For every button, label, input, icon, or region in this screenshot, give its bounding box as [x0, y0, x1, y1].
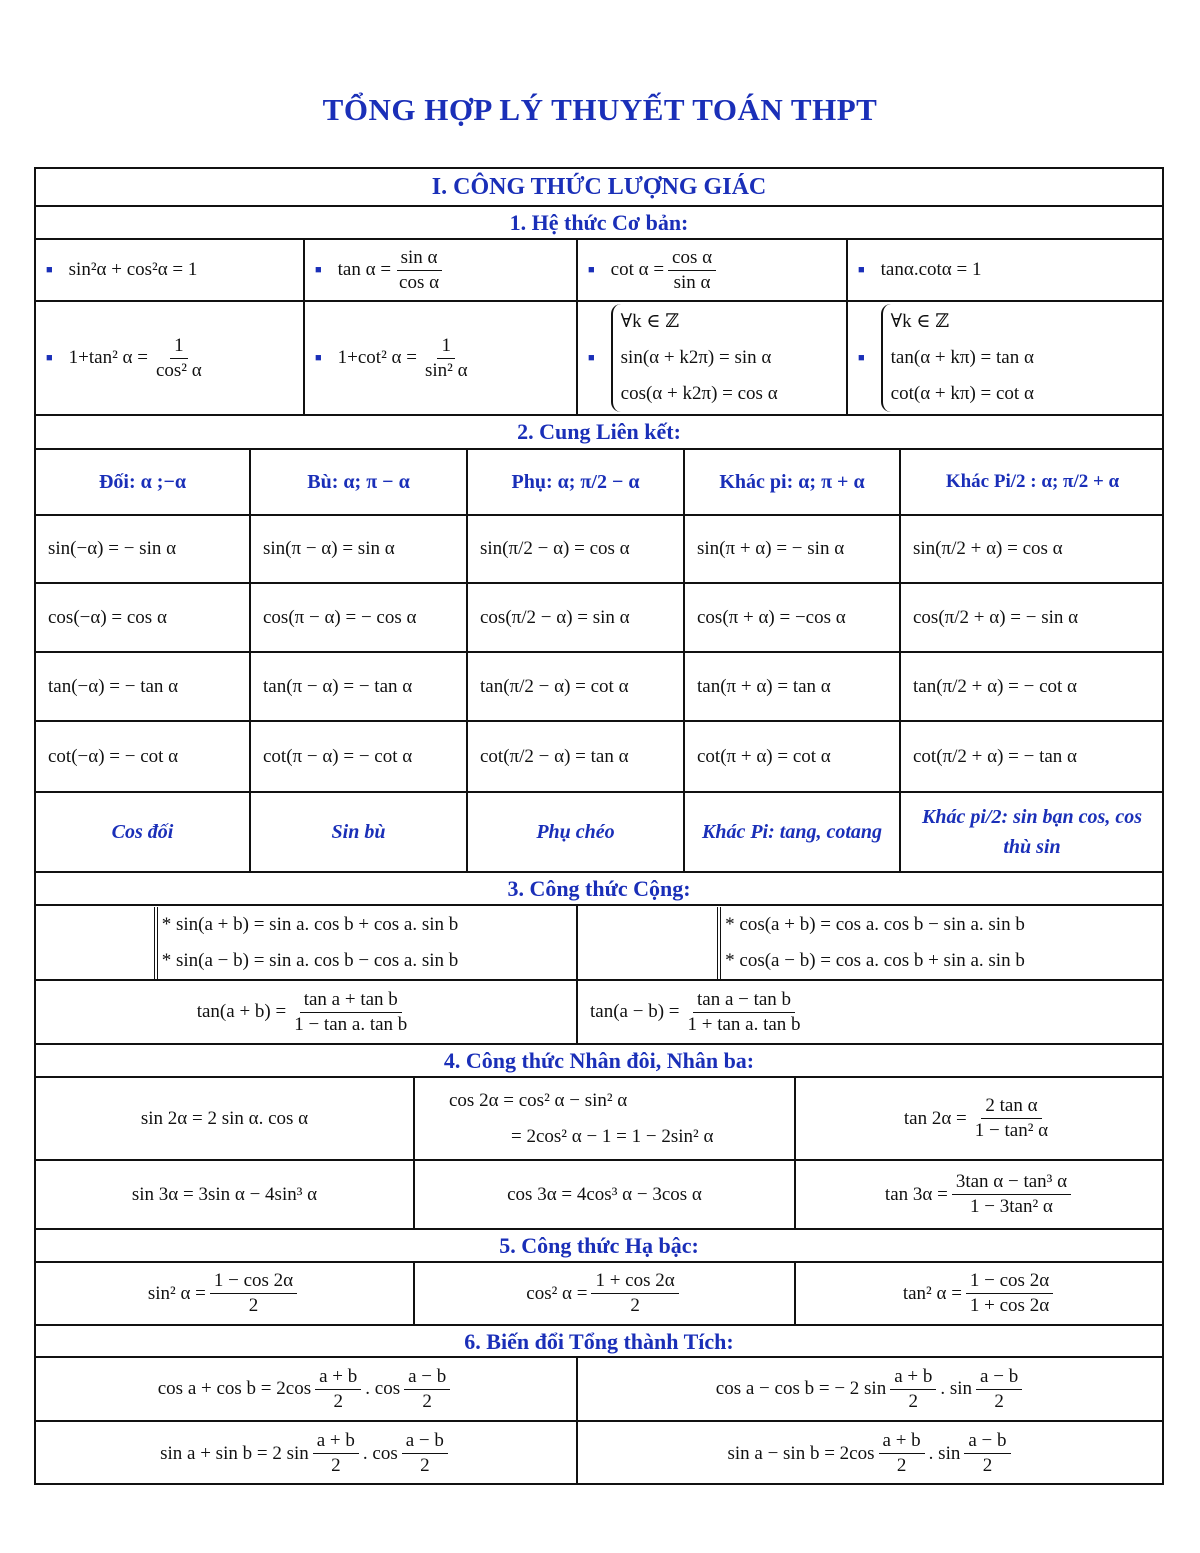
denominator: 2	[331, 1455, 341, 1476]
formula-cell: cot(π + α) = cot α	[697, 745, 831, 767]
formula-cell	[796, 1161, 1164, 1228]
formula: tan(a + b) =	[196, 1001, 287, 1022]
divider	[34, 1324, 1164, 1326]
numerator: a − b	[402, 1430, 448, 1454]
denominator: 2	[982, 1455, 993, 1476]
mnemonic-rule: Cos đối	[111, 821, 174, 843]
formula-cell: tan(−α) = − tan α	[48, 675, 179, 697]
numerator: 1 − cos 2α	[966, 1270, 1053, 1294]
divider	[34, 205, 1164, 207]
formula-cell: tan(π + α) = tan α	[697, 675, 831, 697]
formula-cell	[578, 1358, 1164, 1420]
denominator: 2	[896, 1455, 907, 1476]
formula: sin²α + cos²α = 1	[68, 259, 198, 280]
denominator: sin² α	[424, 359, 468, 381]
divider	[34, 1043, 1164, 1045]
denominator: 1 + tan a. tan b	[687, 1013, 801, 1035]
formula-group	[717, 907, 1025, 979]
formula: 1+cot² α =	[337, 347, 417, 368]
fraction	[976, 1366, 1022, 1413]
bullet-icon: ■	[315, 264, 322, 276]
fraction	[971, 1095, 1052, 1142]
formula-cell: sin 2α = 2 sin α. cos α	[140, 1107, 309, 1129]
fraction	[952, 1171, 1071, 1218]
formula-cell	[315, 240, 575, 300]
column-header: Bù: α; π − α	[307, 470, 410, 493]
denominator: sin α	[673, 271, 711, 293]
formula-cell	[315, 302, 575, 414]
formula: . sin	[940, 1378, 973, 1399]
formula-cell: tan(π/2 − α) = cot α	[480, 675, 629, 697]
formula: ∀k ∈ ℤ	[620, 311, 680, 332]
fraction	[404, 1366, 450, 1413]
formula-cell: cot(π − α) = − cot α	[263, 745, 413, 767]
formula-cell	[415, 1263, 794, 1324]
numerator: 3tan α − tan³ α	[952, 1171, 1071, 1195]
fraction	[402, 1430, 448, 1477]
formula: tanα.cotα = 1	[880, 259, 982, 280]
formula-cell	[36, 1263, 413, 1324]
numerator: cos α	[668, 247, 716, 271]
section-heading: I. CÔNG THỨC LƯỢNG GIÁC	[431, 174, 767, 200]
divider	[34, 1228, 1164, 1230]
fraction	[890, 1366, 936, 1413]
denominator: cos α	[399, 271, 440, 293]
divider	[34, 414, 1164, 416]
formula: sin a − sin b = 2cos	[727, 1442, 875, 1464]
formula: tan 2α =	[903, 1107, 967, 1129]
divider	[846, 238, 848, 414]
denominator: 2	[248, 1295, 259, 1316]
fraction	[313, 1430, 359, 1477]
formula-cell	[796, 1263, 1164, 1324]
fraction	[210, 1270, 297, 1317]
formula: . sin	[928, 1442, 961, 1464]
formula: tan(α + kπ) = tan α	[890, 347, 1034, 368]
denominator: 1 − tan² α	[974, 1120, 1049, 1141]
formula: ∀k ∈ ℤ	[890, 311, 950, 332]
fraction	[964, 1430, 1010, 1477]
formula: * sin(a − b) = sin a. cos b − cos a. sin b	[161, 949, 459, 971]
bullet-icon: ■	[315, 352, 322, 364]
numerator: a + b	[890, 1366, 936, 1390]
formula-cell: sin(π + α) = − sin α	[697, 538, 845, 559]
formula-cell: sin 3α = 3sin α − 4sin³ α	[131, 1183, 318, 1205]
fraction	[421, 335, 472, 382]
formula: cos a + cos b = 2cos	[157, 1378, 312, 1399]
mnemonic-rule: Khác Pi: tang, cotang	[701, 821, 882, 843]
mnemonic-rule: Phụ chéo	[536, 821, 615, 843]
formula-cell: tan(π/2 + α) = − cot α	[913, 675, 1078, 697]
denominator: 2	[994, 1390, 1004, 1412]
numerator: 1 − cos 2α	[210, 1270, 297, 1294]
formula-cell: sin(π/2 + α) = cos α	[913, 538, 1063, 559]
denominator: cos² α	[155, 359, 202, 381]
subsection-heading: 6. Biến đổi Tổng thành Tích:	[464, 1329, 734, 1354]
numerator: a − b	[404, 1366, 450, 1390]
formula-cell: sin(−α) = − sin α	[48, 538, 177, 559]
subsection-heading: 2. Cung Liên kết:	[517, 419, 681, 444]
fraction	[668, 247, 716, 294]
formula: cot(α + kπ) = cot α	[890, 383, 1034, 404]
formula-cell	[36, 1358, 576, 1420]
fraction	[879, 1430, 925, 1477]
mnemonic-rule: Sin bù	[331, 821, 386, 843]
formula: sin² α =	[147, 1282, 206, 1304]
denominator: 2	[630, 1295, 640, 1316]
fraction	[152, 335, 206, 382]
subsection-heading: 3. Công thức Cộng:	[507, 876, 691, 901]
formula: . cos	[362, 1442, 398, 1464]
formula: cos² α =	[526, 1282, 588, 1304]
formula-cell: cos(π + α) = −cos α	[697, 606, 846, 628]
column-header: Khác pi: α; π + α	[719, 470, 865, 493]
formula-cell	[415, 1078, 794, 1159]
formula-cell	[578, 906, 1164, 979]
subsection-heading: 1. Hệ thức Cơ bản:	[509, 210, 689, 235]
formula-cell: cos(−α) = cos α	[48, 606, 167, 628]
divider	[576, 238, 578, 414]
formula-cell: cos(π/2 − α) = sin α	[480, 606, 630, 628]
equation-system	[881, 304, 1034, 412]
formula: = 2cos² α − 1 = 1 − 2sin² α	[511, 1125, 714, 1147]
formula-cell: sin(π/2 − α) = cos α	[480, 538, 630, 559]
column-header: Phụ: α; π/2 − α	[511, 470, 640, 493]
bullet-icon: ■	[46, 352, 53, 364]
numerator: a + b	[315, 1366, 361, 1390]
bullet-icon: ■	[588, 264, 595, 276]
formula: sin a + sin b = 2 sin	[160, 1442, 309, 1464]
numerator: 1 + cos 2α	[591, 1270, 678, 1294]
formula-cell	[858, 240, 1158, 300]
formula-cell: cot(−α) = − cot α	[48, 745, 179, 767]
fraction	[395, 247, 443, 294]
denominator: 2	[420, 1455, 430, 1476]
numerator: tan a + tan b	[300, 989, 402, 1013]
denominator: 1 + cos 2α	[969, 1295, 1050, 1316]
formula-cell: sin(π − α) = sin α	[263, 538, 395, 559]
formula: cos 2α = cos² α − sin² α	[449, 1089, 628, 1111]
numerator: a + b	[313, 1430, 359, 1454]
formula: cos(α + k2π) = cos α	[620, 383, 778, 404]
fraction	[315, 1366, 361, 1413]
numerator: a + b	[879, 1430, 925, 1454]
numerator: sin α	[397, 247, 442, 271]
formula: * cos(a + b) = cos a. cos b − sin a. sin b	[725, 913, 1025, 935]
numerator: tan a − tan b	[693, 989, 795, 1013]
numerator: 1	[170, 335, 188, 359]
denominator: 2	[908, 1390, 919, 1412]
mnemonic-rule: Khác pi/2: sin bạn cos, cos thù sin	[921, 806, 1143, 858]
formula-cell	[36, 906, 576, 979]
formula-cell	[858, 302, 1158, 414]
formula-cell	[588, 302, 844, 414]
denominator: 1 − 3tan² α	[970, 1196, 1053, 1217]
page-title: TỔNG HỢP LÝ THUYẾT TOÁN THPT	[322, 92, 878, 127]
formula-cell	[590, 981, 1160, 1043]
formula-cell	[796, 1078, 1164, 1159]
formula: tan² α =	[902, 1282, 962, 1304]
formula: . cos	[365, 1378, 401, 1399]
bullet-icon: ■	[858, 264, 865, 276]
formula: sin(α + k2π) = sin α	[620, 347, 772, 368]
formula-cell: cos(π − α) = − cos α	[263, 606, 417, 628]
formula: cos a − cos b = − 2 sin	[715, 1378, 887, 1399]
fraction	[591, 1270, 678, 1317]
formula-cell: cos(π/2 + α) = − sin α	[913, 606, 1079, 628]
numerator: 1	[437, 335, 455, 359]
formula: * cos(a − b) = cos a. cos b + sin a. sin b	[725, 949, 1025, 971]
fraction	[966, 1270, 1053, 1317]
formula: 1+tan² α =	[68, 347, 148, 368]
formula: tan α =	[337, 259, 392, 280]
formula: tan(a − b) =	[590, 1001, 680, 1022]
formula-cell	[578, 1422, 1164, 1485]
subsection-heading: 4. Công thức Nhân đôi, Nhân ba:	[443, 1048, 755, 1073]
bullet-icon: ■	[46, 264, 53, 276]
formula: * sin(a + b) = sin a. cos b + cos a. sin b	[161, 913, 459, 935]
denominator: 2	[422, 1390, 432, 1412]
formula-cell	[36, 981, 576, 1043]
bullet-icon: ■	[858, 352, 865, 364]
numerator: a − b	[976, 1366, 1022, 1390]
formula-cell	[36, 1422, 576, 1485]
divider	[303, 238, 305, 414]
formula-cell: cot(π/2 + α) = − tan α	[913, 745, 1078, 767]
numerator: 2 tan α	[981, 1095, 1041, 1119]
bullet-icon: ■	[588, 352, 595, 364]
subsection-heading: 5. Công thức Hạ bậc:	[499, 1233, 699, 1258]
formula: tan 3α =	[884, 1183, 948, 1205]
denominator: 1 − tan a. tan b	[294, 1013, 408, 1035]
formula: cot α =	[610, 259, 665, 280]
formula-cell: cos 3α = 4cos³ α − 3cos α	[507, 1183, 702, 1205]
numerator: a − b	[964, 1430, 1010, 1454]
divider	[34, 871, 1164, 873]
denominator: 2	[333, 1390, 343, 1412]
equation-system	[611, 304, 778, 412]
formula-cell	[46, 240, 301, 300]
formula-cell: tan(π − α) = − tan α	[263, 675, 413, 697]
column-header: Đối: α ;−α	[98, 470, 187, 493]
column-header: Khác Pi/2 : α; π/2 + α	[945, 471, 1120, 492]
formula-cell	[46, 302, 301, 414]
formula-cell	[588, 240, 844, 300]
fraction	[290, 989, 411, 1036]
formula-cell: cot(π/2 − α) = tan α	[480, 745, 629, 767]
formula-group	[154, 907, 459, 979]
fraction	[683, 989, 804, 1036]
